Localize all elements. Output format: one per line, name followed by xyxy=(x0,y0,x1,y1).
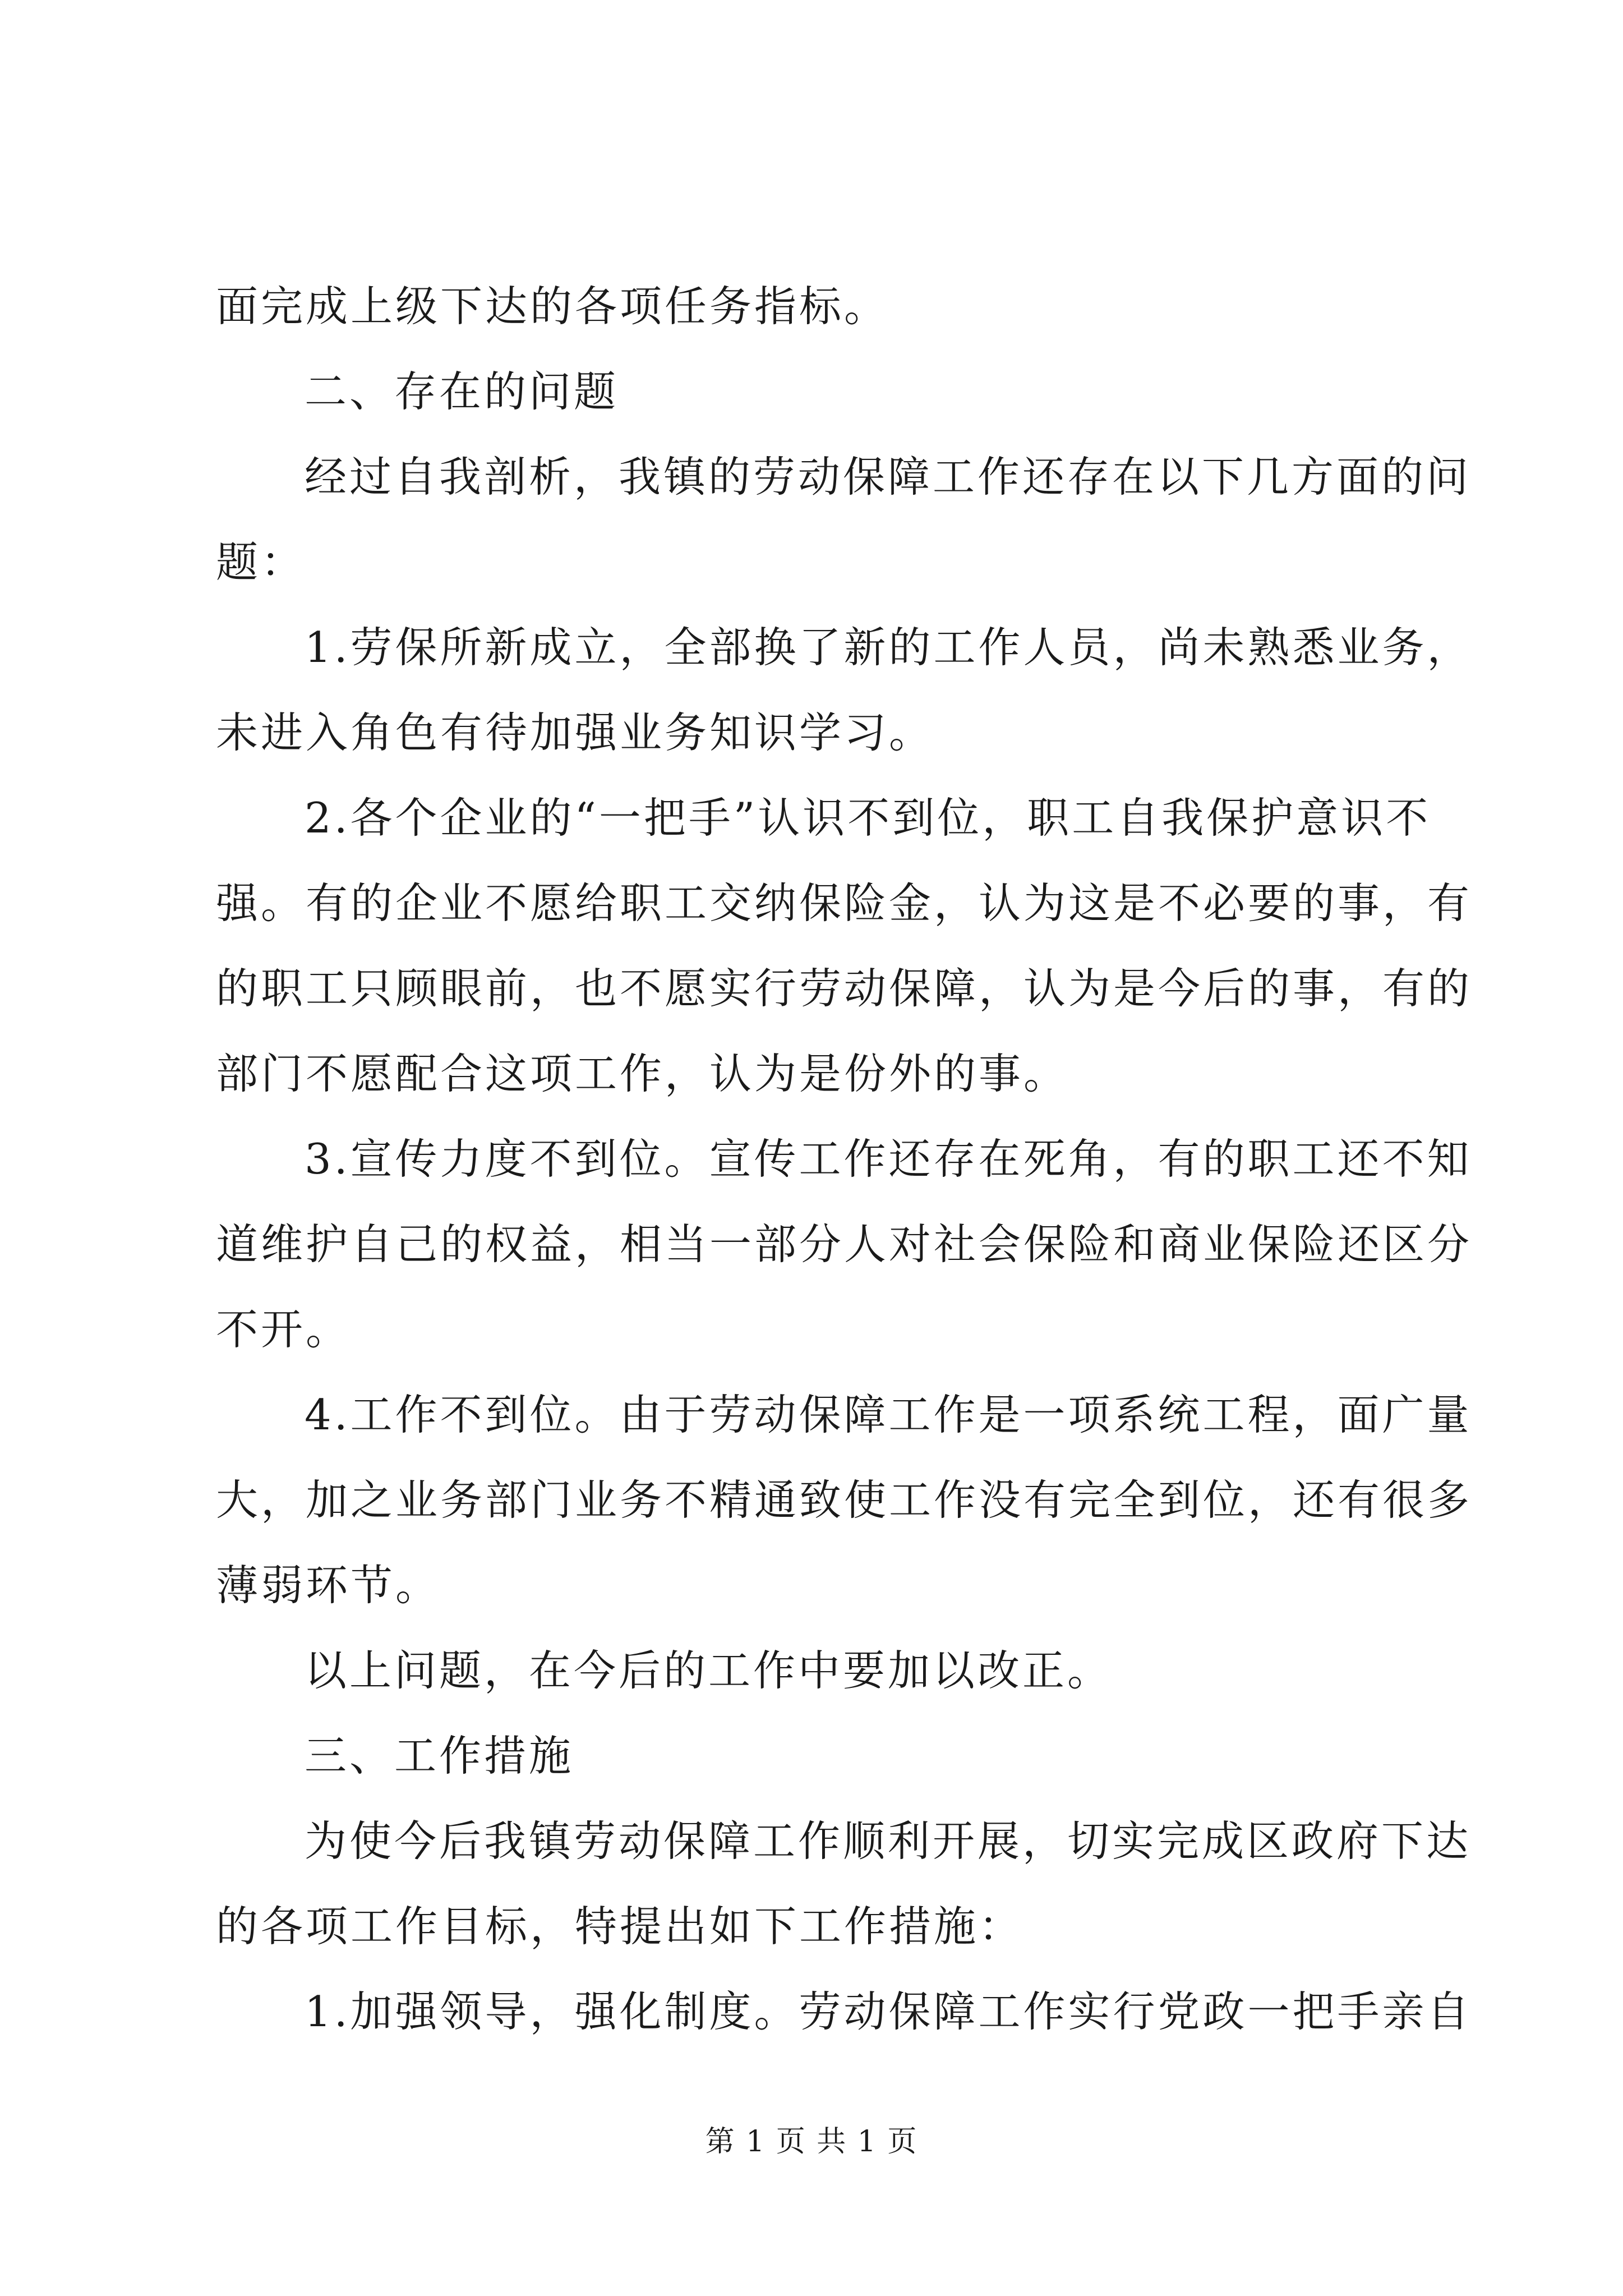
section-heading-problems: 二、存在的问题 xyxy=(305,367,619,416)
text-line-14: 4.工作不到位。由于劳动保障工作是一项系统工程，面广量 xyxy=(305,1390,1472,1439)
section-heading-measures: 三、工作措施 xyxy=(305,1731,574,1780)
text-line-13: 不开。 xyxy=(216,1305,351,1354)
text-line-4: 题： xyxy=(216,537,306,587)
text-line-9: 的职工只顾眼前，也不愿实行劳动保障，认为是今后的事，有的 xyxy=(216,964,1473,1013)
text-line-7: 2.各个企业的“一把手”认识不到位，职工自我保护意识不 xyxy=(305,793,1431,843)
page-footer xyxy=(0,2118,1623,2160)
text-line-20: 的各项工作目标，特提出如下工作措施： xyxy=(216,1902,1024,1951)
text-line-15: 大，加之业务部门业务不精通致使工作没有完全到位，还有很多 xyxy=(216,1475,1473,1525)
document-body xyxy=(216,264,1473,2054)
text-line-19: 为使今后我镇劳动保障工作顺利开展，切实完成区政府下达 xyxy=(305,1816,1472,1866)
text-line-1: 面完成上级下达的各项任务指标。 xyxy=(216,282,889,331)
text-line-5: 1.劳保所新成立，全部换了新的工作人员，尚未熟悉业务， xyxy=(305,623,1472,672)
text-line-11: 3.宣传力度不到位。宣传工作还存在死角，有的职工还不知 xyxy=(305,1134,1472,1184)
page-number-label: 第 1 页 共 1 页 xyxy=(705,2125,918,2159)
text-line-21: 1.加强领导，强化制度。劳动保障工作实行党政一把手亲自 xyxy=(305,1987,1472,2036)
text-line-10: 部门不愿配合这项工作，认为是份外的事。 xyxy=(216,1049,1069,1098)
text-line-8: 强。有的企业不愿给职工交纳保险金，认为这是不必要的事，有 xyxy=(216,878,1473,928)
text-line-12: 道维护自己的权益，相当一部分人对社会保险和商业保险还区分 xyxy=(216,1220,1473,1269)
text-line-6: 未进入角色有待加强业务知识学习。 xyxy=(216,708,934,757)
text-line-17: 以上问题，在今后的工作中要加以改正。 xyxy=(305,1646,1113,1695)
text-line-16: 薄弱环节。 xyxy=(216,1561,441,1610)
text-line-3: 经过自我剖析，我镇的劳动保障工作还存在以下几方面的问 xyxy=(305,452,1472,501)
